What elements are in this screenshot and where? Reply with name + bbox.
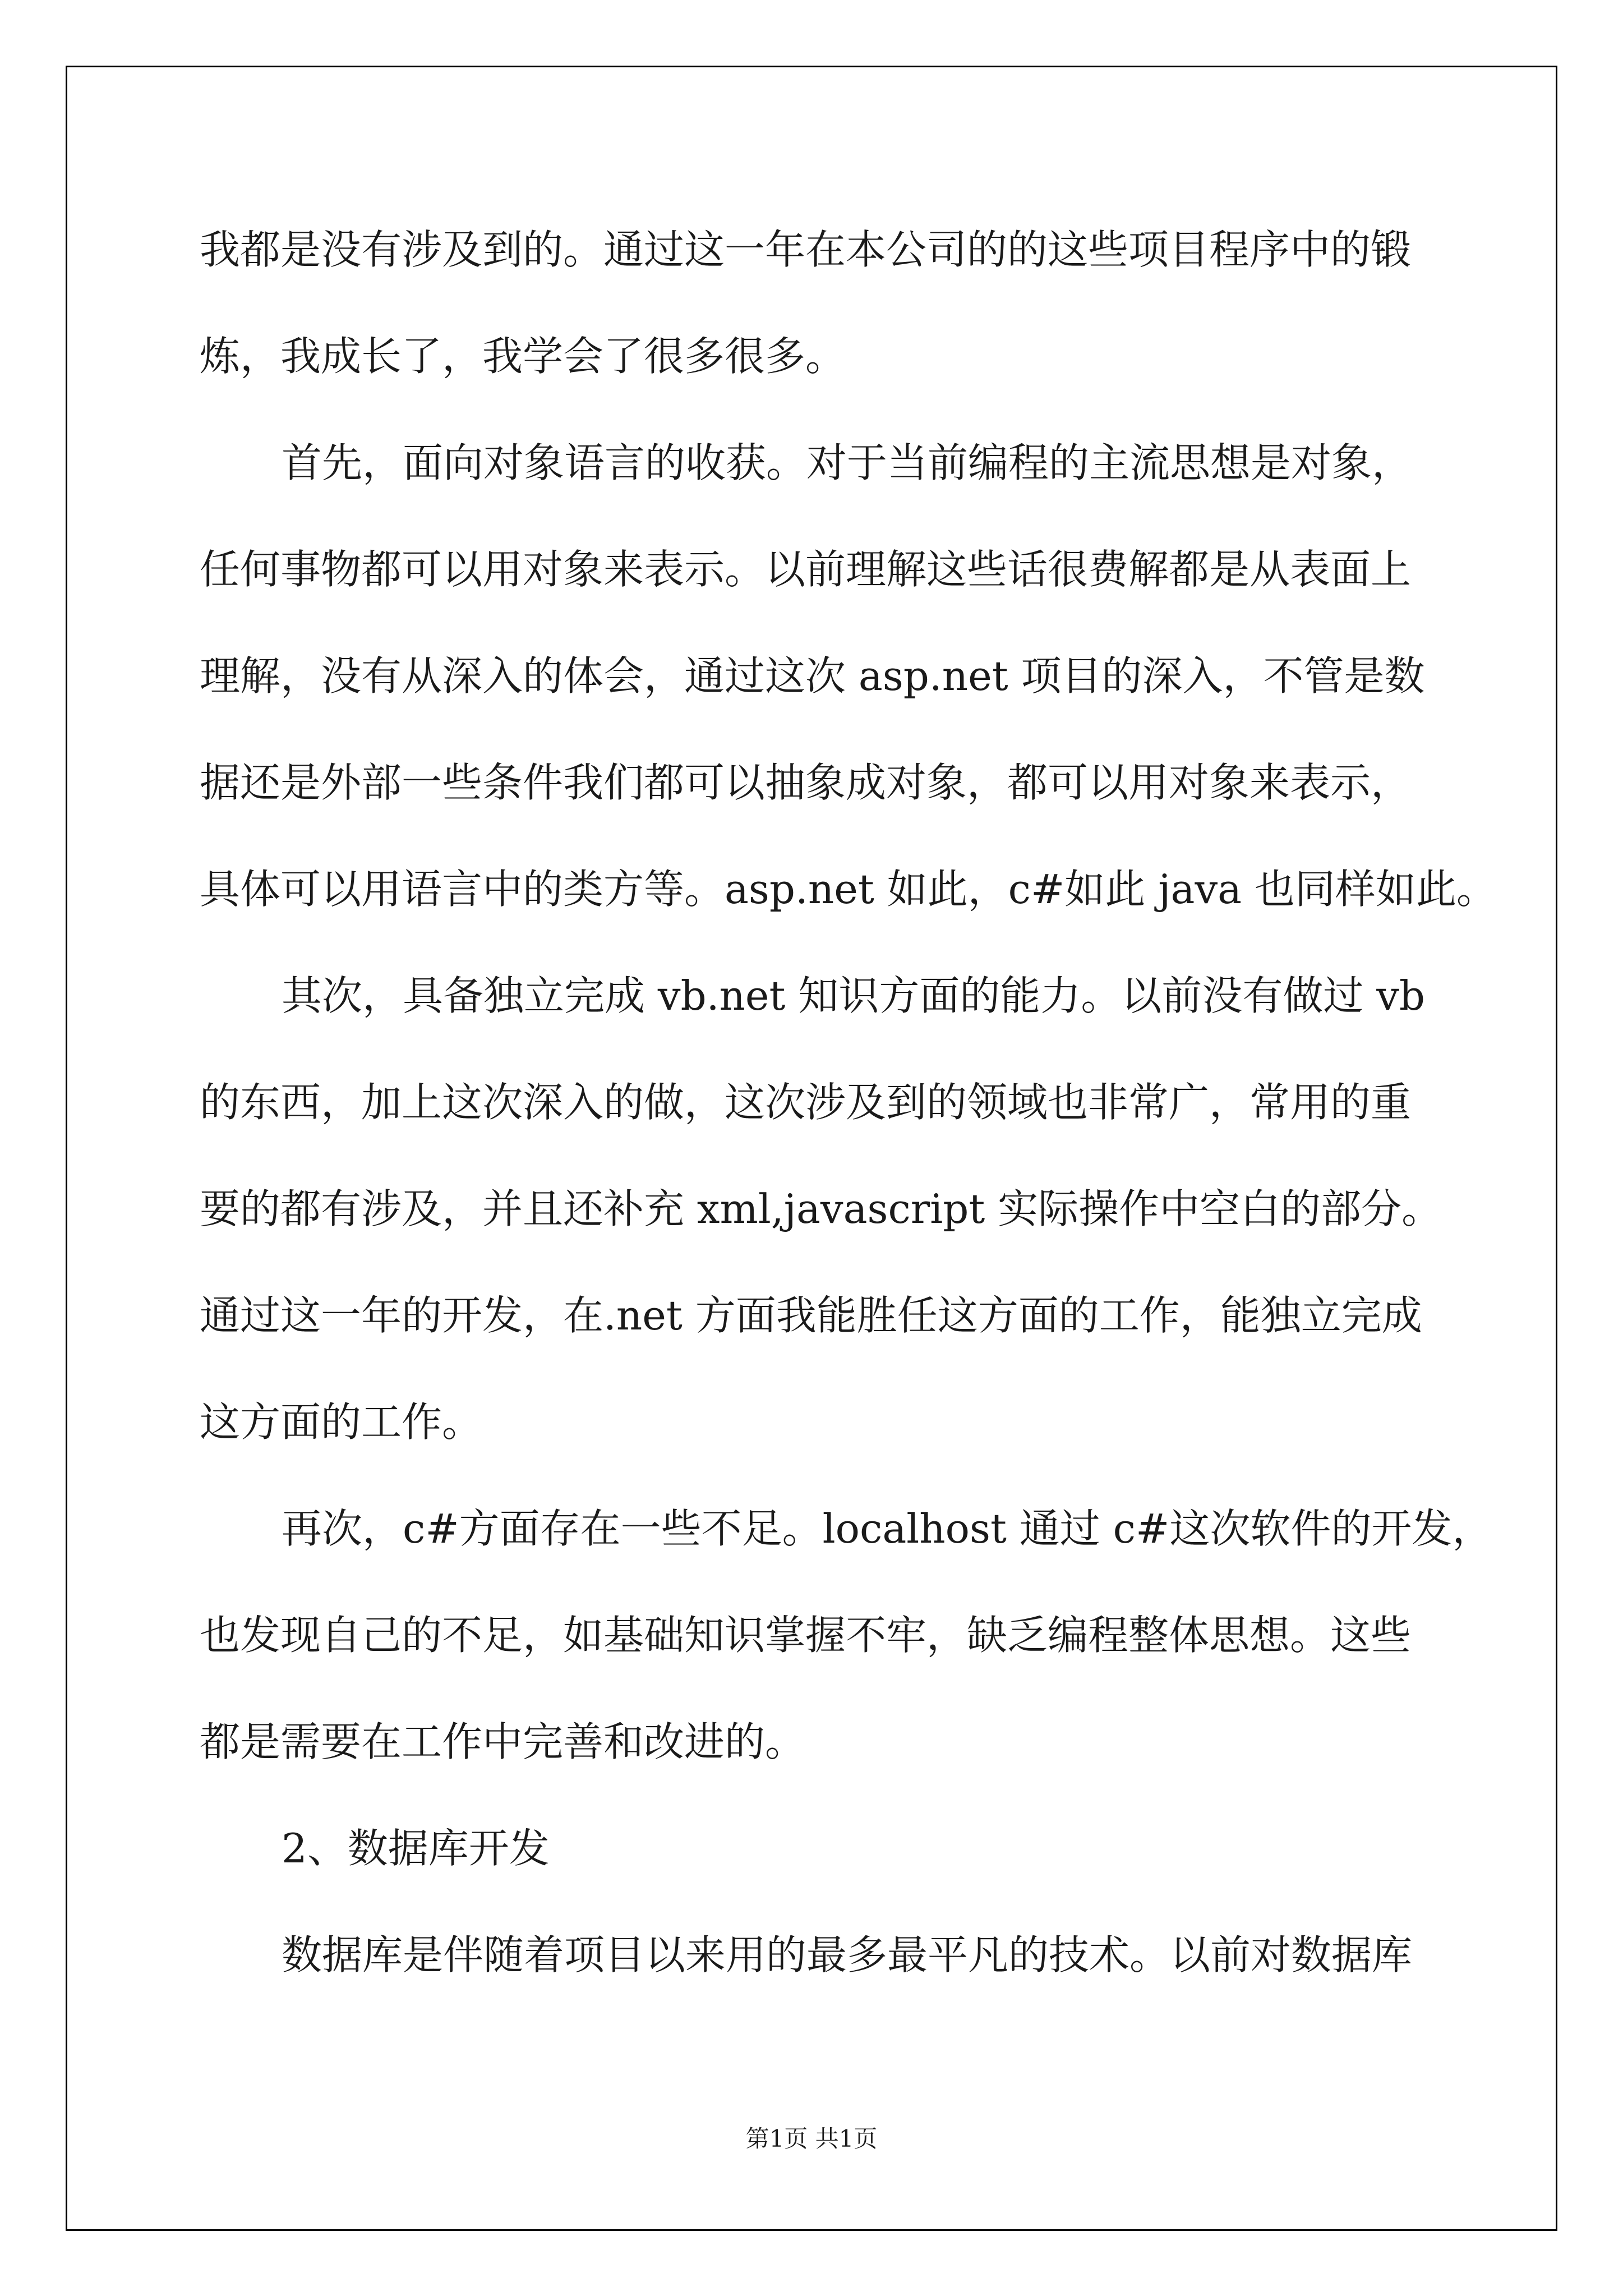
section-heading: 2、数据库开发: [282, 1825, 550, 1872]
text-line: 任何事物都可以用对象来表示。以前理解这些话很费解都是从表面上: [200, 546, 1412, 593]
page-footer: 第1页 共1页: [745, 2125, 878, 2152]
text-line: 通过这一年的开发，在.net 方面我能胜任这方面的工作，能独立完成: [200, 1292, 1422, 1339]
text-line: 也发现自己的不足，如基础知识掌握不牢，缺乏编程整体思想。这些: [200, 1612, 1412, 1659]
text-line: 据还是外部一些条件我们都可以抽象成对象，都可以用对象来表示，: [200, 759, 1412, 806]
text-line: 其次，具备独立完成 vb.net 知识方面的能力。以前没有做过 vb: [282, 972, 1425, 1019]
text-line: 我都是没有涉及到的。通过这一年在本公司的的这些项目程序中的锻: [200, 226, 1412, 273]
text-line: 具体可以用语言中的类方等。asp.net 如此，c#如此 java 也同样如此。: [200, 866, 1497, 913]
text-line: 再次，c#方面存在一些不足。localhost 通过 c#这次软件的开发，: [282, 1505, 1493, 1552]
text-line: 这方面的工作。: [200, 1398, 483, 1446]
text-line: 理解，没有从深入的体会，通过这次 asp.net 项目的深入，不管是数: [200, 652, 1425, 700]
text-line: 数据库是伴随着项目以来用的最多最平凡的技术。以前对数据库: [282, 1931, 1413, 1978]
text-line: 的东西，加上这次深入的做，这次涉及到的领域也非常广，常用的重: [200, 1079, 1412, 1126]
text-line: 要的都有涉及，并且还补充 xml,javascript 实际操作中空白的部分。: [200, 1185, 1442, 1232]
text-line: 首先，面向对象语言的收获。对于当前编程的主流思想是对象，: [282, 439, 1413, 486]
text-line: 炼，我成长了，我学会了很多很多。: [200, 333, 846, 380]
document-body: [200, 213, 1497, 2025]
text-line: 都是需要在工作中完善和改进的。: [200, 1718, 806, 1765]
